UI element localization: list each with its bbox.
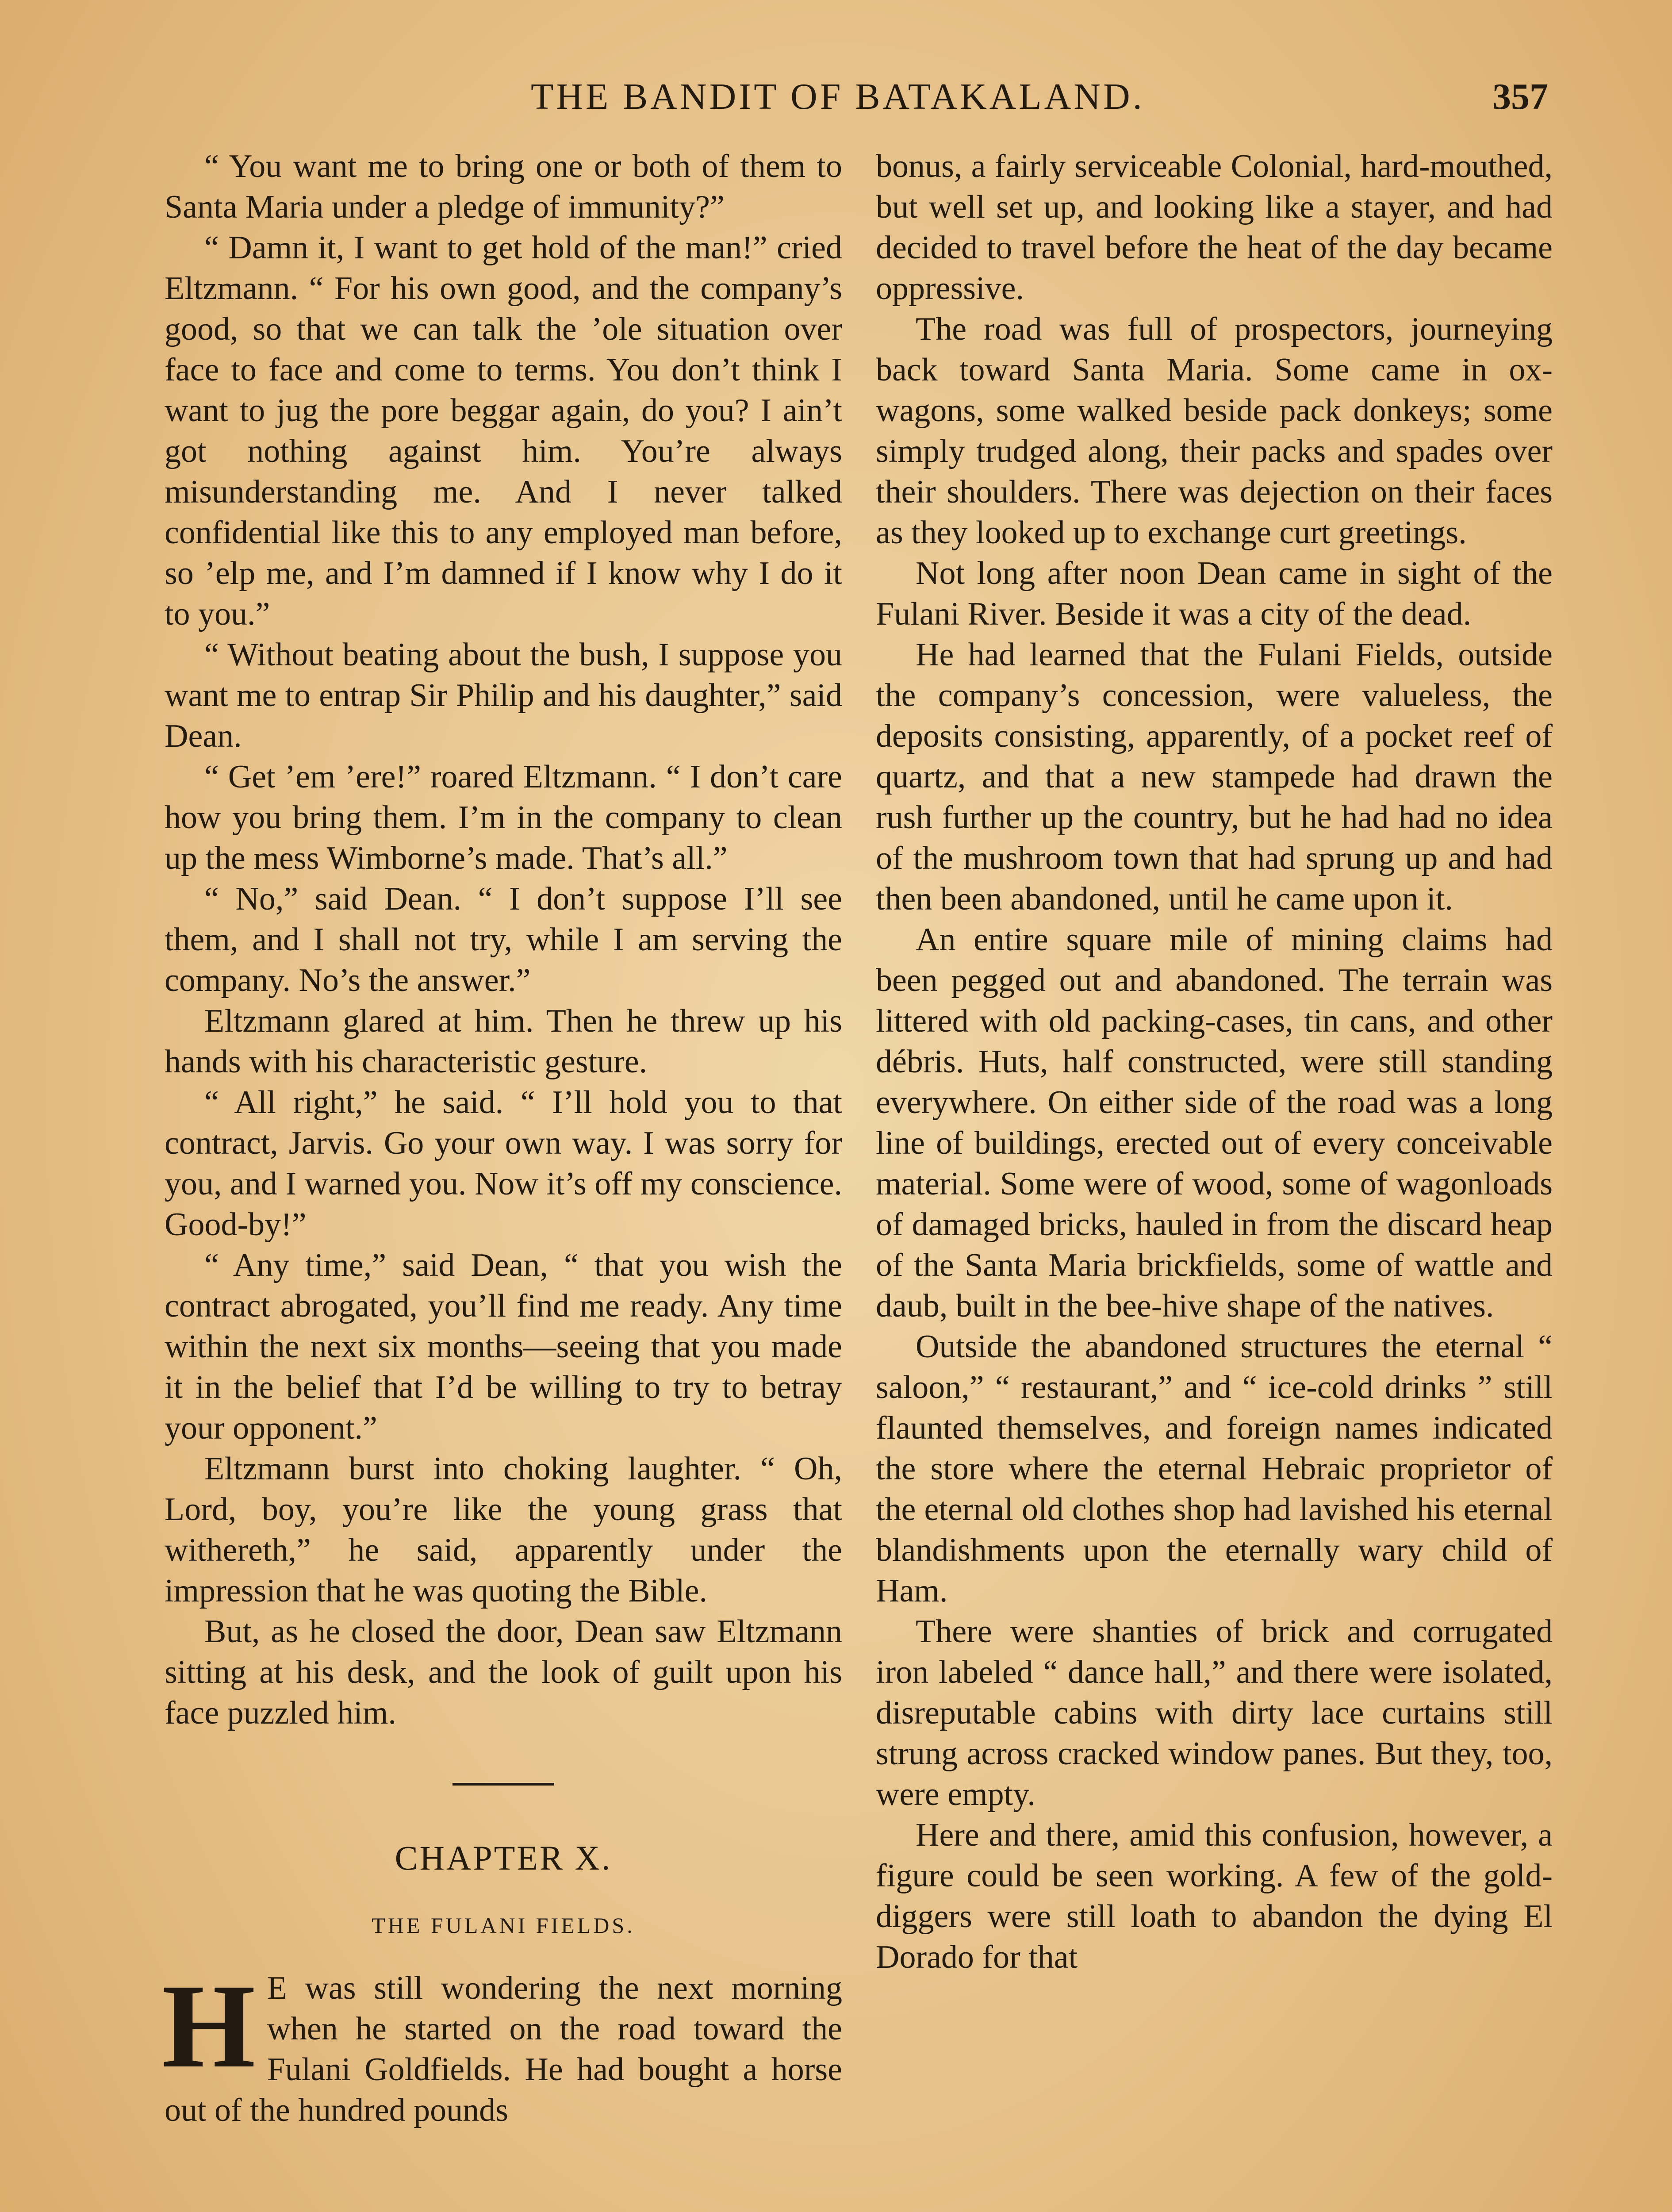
paragraph: Eltzmann burst into choking laughter. “ Oh, Lord, boy, you’re like the young grass that withereth,” he said, apparently under the impression that he was quoting the Bible.	[165, 1451, 842, 1609]
page-header	[168, 75, 1548, 128]
paragraph: He had learned that the Fulani Fields, outside the company’s concession, were valueless, the deposits consisting, apparently, of a pocket reef of quartz, and that a new stampede had drawn the rush further up the country, but he had had no idea of the mushroom town that had sprung up and had then been abandoned, until he came upon it.	[876, 637, 1553, 917]
chapter-title: THE FULANI FIELDS.	[372, 1913, 635, 1938]
paragraph: There were shanties of brick and corrugated iron labeled “ dance hall,” and there were isolated, disreputable cabins with dirty lace curtains still strung across cracked window panes. But they, too, were empty.	[876, 1613, 1553, 1813]
paragraph: “ You want me to bring one or both of them to Santa Maria under a pledge of immunity?”	[165, 148, 842, 225]
paragraph: Not long after noon Dean came in sight of the Fulani River. Beside it was a city of the dead.	[876, 555, 1553, 632]
paragraph: “ All right,” he said. “ I’ll hold you to that contract, Jarvis. Go your own way. I was sorry for you, and I warned you. Now it’s off my conscience. Good-by!”	[165, 1084, 842, 1243]
paragraph: Outside the abandoned structures the eternal “ saloon,” “ restaurant,” and “ ice-cold drinks ” still flaunted themselves, and foreign names indicated the store where the eternal Hebraic proprietor of the eternal old clothes shop had lavished his eternal blandishments upon the eternally wary child of Ham.	[876, 1329, 1553, 1609]
paragraph: “ Damn it, I want to get hold of the man!” cried Eltzmann. “ For his own good, and the company’s good, so that we can talk the ’ole situation over face to face and come to terms. You don’t think I want to jug the pore beggar again, do you? I ain’t got nothing against him. You’re always misunderstanding me. And I never talked confidential like this to any employed man before, so ’elp me, and I’m damned if I know why I do it to you.”	[165, 230, 842, 632]
paragraph: An entire square mile of mining claims had been pegged out and abandoned. The terrain was littered with old packing-cases, tin cans, and other débris. Huts, half constructed, were still standing everywhere. On either side of the road was a long line of buildings, erected out of every conceivable material. Some were of wood, some of wagonloads of damaged bricks, hauled in from the discard heap of the Santa Maria brickfields, some of wattle and daub, built in the bee-hive shape of the natives.	[876, 922, 1553, 1324]
left-column	[162, 146, 842, 2131]
chapter-opening-paragraph	[162, 1959, 842, 2131]
paragraph: “ Get ’em ’ere!” roared Eltzmann. “ I don’t care how you bring them. I’m in the company to clean up the mess Wimborne’s made. That’s all.”	[165, 759, 842, 876]
paragraph: bonus, a fairly serviceable Colonial, hard-mouthed, but well set up, and looking like a stayer, and had decided to travel before the heat of the day became oppressive.	[876, 148, 1553, 307]
paragraph: “ No,” said Dean. “ I don’t suppose I’ll see them, and I shall not try, while I am serving the company. No’s the answer.”	[165, 881, 842, 998]
paragraph: “ Any time,” said Dean, “ that you wish the contract abrogated, you’ll find me ready. Any time within the next six months—seeing that you made it in the belief that I’d be willing to try to betray your opponent.”	[165, 1247, 842, 1446]
paragraph: Eltzmann glared at him. Then he threw up his hands with his characteristic gesture.	[165, 1003, 842, 1080]
drop-cap: H	[162, 1959, 256, 2093]
chapter-number: CHAPTER X.	[395, 1839, 612, 1877]
page-number: 357	[1492, 76, 1548, 117]
paragraph: But, as he closed the door, Dean saw Eltzmann sitting at his desk, and the look of guilt upon his face puzzled him.	[165, 1613, 842, 1731]
paragraph: “ Without beating about the bush, I suppose you want me to entrap Sir Philip and his daughter,” said Dean.	[165, 637, 842, 754]
right-column	[876, 146, 1553, 1978]
paragraph: Here and there, amid this confusion, however, a figure could be seen working. A few of the gold-diggers were still loath to abandon the dying El Dorado for that	[876, 1817, 1553, 1975]
opening-text: E was still wondering the next morning when he started on the road toward the Fulani Goldfields. He had bought a horse out of the hundred pounds	[165, 1970, 842, 2128]
paragraph: The road was full of prospectors, journeying back toward Santa Maria. Some came in ox-wagons, some walked beside pack donkeys; some simply trudged along, their packs and spades over their shoulders. There was dejection on their faces as they looked up to exchange curt greetings.	[876, 311, 1553, 551]
section-divider	[453, 1783, 554, 1786]
running-title: THE BANDIT OF BATAKALAND.	[531, 76, 1145, 117]
